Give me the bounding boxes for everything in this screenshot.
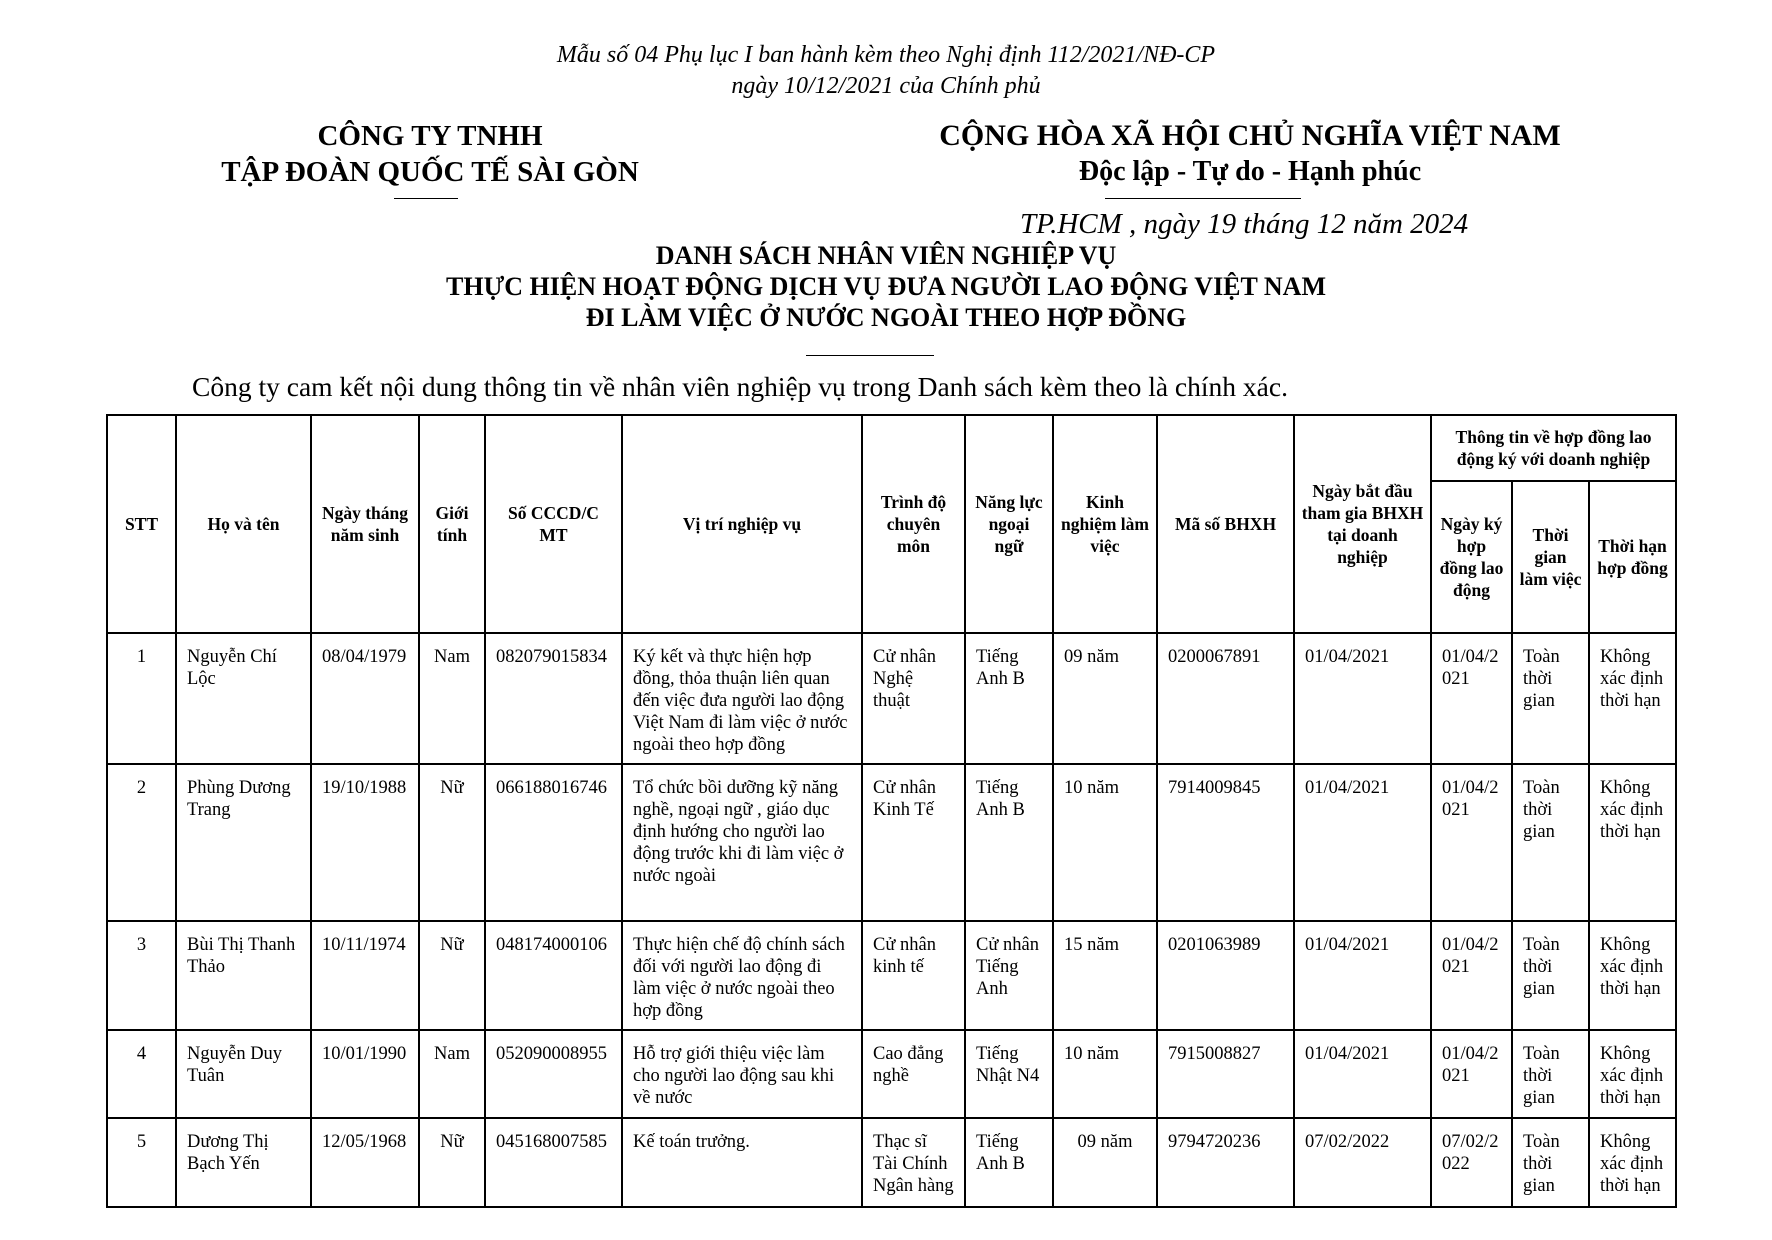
- cell-name: Phùng Dương Trang: [176, 764, 311, 921]
- cell-language: Tiếng Anh B: [965, 764, 1053, 921]
- title-underline: [806, 355, 934, 356]
- table-header-row: [107, 415, 1676, 481]
- cell-bhxh-start: 01/04/2021: [1294, 764, 1431, 921]
- cell-gender: Nữ: [419, 1118, 485, 1207]
- cell-contract-date: 01/04/2021: [1431, 1030, 1512, 1118]
- cell-bhxh-start: 01/04/2021: [1294, 921, 1431, 1030]
- cell-dob: 12/05/1968: [311, 1118, 419, 1207]
- header-dob: Ngày tháng năm sinh: [311, 415, 419, 633]
- header-stt: STT: [107, 415, 176, 633]
- cell-gender: Nữ: [419, 764, 485, 921]
- cell-stt: 3: [107, 921, 176, 1030]
- cell-name: Dương Thị Bạch Yến: [176, 1118, 311, 1207]
- cell-work-time: Toàn thời gian: [1512, 1118, 1589, 1207]
- national-header: [870, 118, 1630, 190]
- cell-work-time: Toàn thời gian: [1512, 764, 1589, 921]
- header-qualification: Trình độ chuyên môn: [862, 415, 965, 633]
- header-experience: Kinh nghiệm làm việc: [1053, 415, 1157, 633]
- header-name: Họ và tên: [176, 415, 311, 633]
- cell-bhxh-start: 01/04/2021: [1294, 1030, 1431, 1118]
- cell-language: Tiếng Nhật N4: [965, 1030, 1053, 1118]
- cell-dob: 10/11/1974: [311, 921, 419, 1030]
- cell-contract-term: Không xác định thời hạn: [1589, 764, 1676, 921]
- cell-bhxh: 9794720236: [1157, 1118, 1294, 1207]
- organization-type: CÔNG TY TNHH: [317, 120, 543, 152]
- cell-stt: 5: [107, 1118, 176, 1207]
- cell-experience: 15 năm: [1053, 921, 1157, 1030]
- cell-qualification: Cử nhân kinh tế: [862, 921, 965, 1030]
- cell-id-number: 052090008955: [485, 1030, 622, 1118]
- cell-bhxh: 7915008827: [1157, 1030, 1294, 1118]
- header-gender: Giới tính: [419, 415, 485, 633]
- table-row: [107, 633, 1676, 764]
- cell-dob: 08/04/1979: [311, 633, 419, 764]
- header-position: Vị trí nghiệp vụ: [622, 415, 862, 633]
- cell-gender: Nam: [419, 633, 485, 764]
- header-id-number: Số CCCD/C MT: [485, 415, 622, 633]
- cell-bhxh-start: 07/02/2022: [1294, 1118, 1431, 1207]
- cell-position: Thực hiện chế độ chính sách đối với người lao động đi làm việc ở nước ngoài theo hợp đồng: [622, 921, 862, 1030]
- cell-contract-term: Không xác định thời hạn: [1589, 1118, 1676, 1207]
- cell-name: Nguyễn Chí Lộc: [176, 633, 311, 764]
- cell-name: Bùi Thị Thanh Thảo: [176, 921, 311, 1030]
- motto-underline: [1105, 198, 1301, 199]
- cell-qualification: Cử nhân Nghệ thuật: [862, 633, 965, 764]
- cell-stt: 1: [107, 633, 176, 764]
- national-motto: Độc lập - Tự do - Hạnh phúc: [1078, 156, 1422, 187]
- cell-position: Hỗ trợ giới thiệu việc làm cho người lao động sau khi về nước: [622, 1030, 862, 1118]
- cell-experience: 10 năm: [1053, 1030, 1157, 1118]
- cell-work-time: Toàn thời gian: [1512, 633, 1589, 764]
- cell-contract-date: 01/04/2021: [1431, 921, 1512, 1030]
- cell-qualification: Thạc sĩ Tài Chính Ngân hàng: [862, 1118, 965, 1207]
- cell-id-number: 045168007585: [485, 1118, 622, 1207]
- cell-id-number: 066188016746: [485, 764, 622, 921]
- cell-stt: 2: [107, 764, 176, 921]
- cell-bhxh: 0201063989: [1157, 921, 1294, 1030]
- cell-gender: Nữ: [419, 921, 485, 1030]
- commitment-statement: Công ty cam kết nội dung thông tin về nhân viên nghiệp vụ trong Danh sách kèm theo là chính xác.: [192, 371, 1288, 402]
- cell-contract-term: Không xác định thời hạn: [1589, 633, 1676, 764]
- cell-id-number: 048174000106: [485, 921, 622, 1030]
- cell-position: Tổ chức bồi dưỡng kỹ năng nghề, ngoại ngữ , giáo dục định hướng cho người lao động trước khi đi làm việc ở nước ngoài: [622, 764, 862, 921]
- cell-language: Cử nhân Tiếng Anh: [965, 921, 1053, 1030]
- table-row: [107, 764, 1676, 921]
- place-date: TP.HCM , ngày 19 tháng 12 năm 2024: [1020, 208, 1469, 240]
- cell-experience: 09 năm: [1053, 1118, 1157, 1207]
- staff-table: [106, 414, 1677, 1208]
- cell-stt: 4: [107, 1030, 176, 1118]
- national-name: CỘNG HÒA XÃ HỘI CHỦ NGHĨA VIỆT NAM: [939, 119, 1561, 152]
- header-bhxh: Mã số BHXH: [1157, 415, 1294, 633]
- cell-contract-date: 01/04/2021: [1431, 764, 1512, 921]
- cell-language: Tiếng Anh B: [965, 1118, 1053, 1207]
- organization-header: [180, 118, 680, 190]
- header-language: Năng lực ngoại ngữ: [965, 415, 1053, 633]
- cell-name: Nguyễn Duy Tuân: [176, 1030, 311, 1118]
- organization-name: TẬP ĐOÀN QUỐC TẾ SÀI GÒN: [221, 156, 639, 188]
- cell-contract-date: 01/04/2021: [1431, 633, 1512, 764]
- cell-language: Tiếng Anh B: [965, 633, 1053, 764]
- document-title-line-3: ĐI LÀM VIỆC Ở NƯỚC NGOÀI THEO HỢP ĐỒNG: [585, 303, 1187, 332]
- cell-contract-term: Không xác định thời hạn: [1589, 1030, 1676, 1118]
- cell-id-number: 082079015834: [485, 633, 622, 764]
- cell-experience: 10 năm: [1053, 764, 1157, 921]
- cell-bhxh: 7914009845: [1157, 764, 1294, 921]
- header-contract-date: Ngày ký hợp đồng lao động: [1431, 481, 1512, 633]
- organization-underline: [394, 198, 458, 199]
- header-work-time: Thời gian làm việc: [1512, 481, 1589, 633]
- cell-dob: 10/01/1990: [311, 1030, 419, 1118]
- cell-qualification: Cao đẳng nghề: [862, 1030, 965, 1118]
- form-reference-note: [0, 40, 1772, 102]
- table-row: [107, 921, 1676, 1030]
- document-title-line-2: THỰC HIỆN HOẠT ĐỘNG DỊCH VỤ ĐƯA NGƯỜI LAO ĐỘNG VIỆT NAM: [446, 272, 1326, 301]
- header-bhxh-start: Ngày bắt đầu tham gia BHXH tại doanh nghiệp: [1294, 415, 1431, 633]
- header-contract-term: Thời hạn hợp đồng: [1589, 481, 1676, 633]
- cell-bhxh-start: 01/04/2021: [1294, 633, 1431, 764]
- cell-contract-date: 07/02/2022: [1431, 1118, 1512, 1207]
- table-row: [107, 1118, 1676, 1207]
- cell-position: Ký kết và thực hiện hợp đồng, thỏa thuận liên quan đến việc đưa người lao động Việt Nam đi làm việc ở nước ngoài theo hợp đồng: [622, 633, 862, 764]
- cell-contract-term: Không xác định thời hạn: [1589, 921, 1676, 1030]
- header-contract-group: Thông tin về hợp đồng lao động ký với doanh nghiệp: [1431, 415, 1676, 481]
- cell-experience: 09 năm: [1053, 633, 1157, 764]
- cell-position: Kế toán trưởng.: [622, 1118, 862, 1207]
- cell-work-time: Toàn thời gian: [1512, 1030, 1589, 1118]
- document-title: [0, 240, 1772, 333]
- cell-work-time: Toàn thời gian: [1512, 921, 1589, 1030]
- document-title-line-1: DANH SÁCH NHÂN VIÊN NGHIỆP VỤ: [655, 241, 1117, 270]
- cell-dob: 19/10/1988: [311, 764, 419, 921]
- cell-qualification: Cử nhân Kinh Tế: [862, 764, 965, 921]
- form-reference-line-1: Mẫu số 04 Phụ lục I ban hành kèm theo Nghị định 112/2021/NĐ-CP: [556, 42, 1216, 68]
- table-row: [107, 1030, 1676, 1118]
- cell-bhxh: 0200067891: [1157, 633, 1294, 764]
- cell-gender: Nam: [419, 1030, 485, 1118]
- form-reference-line-2: ngày 10/12/2021 của Chính phủ: [731, 73, 1041, 99]
